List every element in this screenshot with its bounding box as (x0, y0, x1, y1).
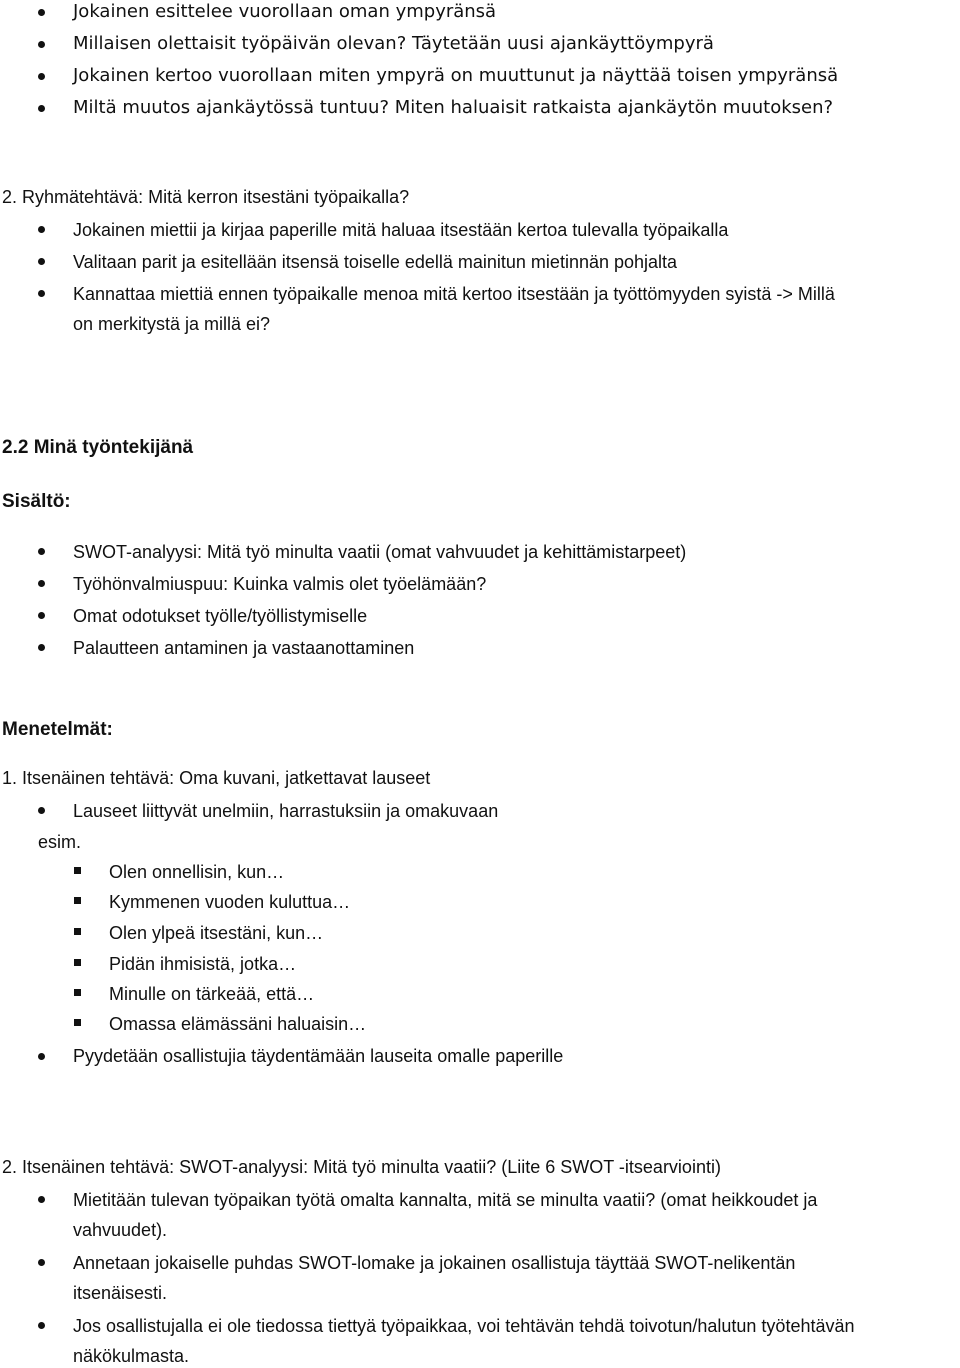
bullet-icon (38, 9, 45, 16)
list-item-continuation: näkökulmasta. (73, 1346, 190, 1366)
content-label: Sisältö: (2, 491, 71, 512)
bullet-icon (38, 548, 45, 555)
bullet-icon (38, 1196, 45, 1203)
bullet-icon (38, 1322, 45, 1329)
bullet-icon (38, 612, 45, 619)
list-item: Työhönvalmiuspuu: Kuinka valmis olet työelämään? (73, 574, 487, 594)
bullet-icon (38, 1259, 45, 1266)
square-bullet-icon (74, 928, 81, 935)
list-item-continuation: on merkitystä ja millä ei? (73, 314, 271, 334)
bullet-icon (38, 1053, 45, 1060)
sentence-item: Olen ylpeä itsestäni, kun… (109, 923, 324, 943)
bullet-icon (38, 644, 45, 651)
bullet-icon (38, 290, 45, 297)
list-item: Jokainen kertoo vuorollaan miten ympyrä on muuttunut ja näyttää toisen ympyränsä (73, 65, 839, 86)
list-item: Omat odotukset työlle/työllistymiselle (73, 606, 368, 626)
bullet-icon (38, 580, 45, 587)
bullet-icon (38, 41, 45, 48)
methods-label: Menetelmät: (2, 719, 113, 740)
bullet-icon (38, 73, 45, 80)
list-item: Miltä muutos ajankäytössä tuntuu? Miten haluaisit ratkaista ajankäytön muutoksen? (73, 97, 834, 118)
list-item: Jokainen esittelee vuorollaan oman ympyränsä (73, 1, 497, 22)
square-bullet-icon (74, 867, 81, 874)
list-item: Annetaan jokaiselle puhdas SWOT-lomake ja jokainen osallistuja täyttää SWOT-nelikentän (73, 1253, 796, 1273)
method1-title: 1. Itsenäinen tehtävä: Oma kuvani, jatkettavat lauseet (2, 768, 431, 788)
square-bullet-icon (74, 1019, 81, 1026)
sentence-item: Minulle on tärkeää, että… (109, 984, 315, 1004)
list-item-continuation: vahvuudet). (73, 1220, 168, 1240)
sentence-item: Omassa elämässäni haluaisin… (109, 1014, 367, 1034)
list-item: Pyydetään osallistujia täydentämään lauseita omalle paperille (73, 1046, 564, 1066)
task2-title: 2. Ryhmätehtävä: Mitä kerron itsestäni työpaikalla? (2, 187, 410, 207)
square-bullet-icon (74, 959, 81, 966)
list-item: Lauseet liittyvät unelmiin, harrastuksiin ja omakuvaan (73, 801, 499, 821)
list-item: Mietitään tulevan työpaikan työtä omalta kannalta, mitä se minulta vaatii? (omat heikkoudet ja (73, 1190, 818, 1210)
sentence-item: Kymmenen vuoden kuluttua… (109, 892, 351, 912)
list-item: Jos osallistujalla ei ole tiedossa tiettyä työpaikkaa, voi tehtävän tehdä toivotun/halutun työtehtävän (73, 1316, 855, 1336)
square-bullet-icon (74, 989, 81, 996)
list-item: Millaisen olettaisit työpäivän olevan? Täytetään uusi ajankäyttöympyrä (73, 33, 714, 54)
section-title: 2.2 Minä työntekijänä (2, 437, 194, 458)
sentence-item: Pidän ihmisistä, jotka… (109, 954, 297, 974)
esim-label: esim. (38, 832, 82, 852)
list-item-continuation: itsenäisesti. (73, 1283, 168, 1303)
list-item: Kannattaa miettiä ennen työpaikalle menoa mitä kertoo itsestään ja työttömyyden syistä -> Millä (73, 284, 835, 304)
bullet-icon (38, 105, 45, 112)
square-bullet-icon (74, 897, 81, 904)
list-item: Valitaan parit ja esitellään itsensä toiselle edellä mainitun mietinnän pohjalta (73, 252, 678, 272)
list-item: SWOT-analyysi: Mitä työ minulta vaatii (omat vahvuudet ja kehittämistarpeet) (73, 542, 687, 562)
list-item: Jokainen miettii ja kirjaa paperille mitä haluaa itsestään kertoa tulevalla työpaikalla (73, 220, 729, 240)
sentence-item: Olen onnellisin, kun… (109, 862, 285, 882)
list-item: Palautteen antaminen ja vastaanottaminen (73, 638, 415, 658)
bullet-icon (38, 226, 45, 233)
bullet-icon (38, 807, 45, 814)
method2-title: 2. Itsenäinen tehtävä: SWOT-analyysi: Mitä työ minulta vaatii? (Liite 6 SWOT -itsearviointi) (2, 1157, 721, 1177)
bullet-icon (38, 258, 45, 265)
